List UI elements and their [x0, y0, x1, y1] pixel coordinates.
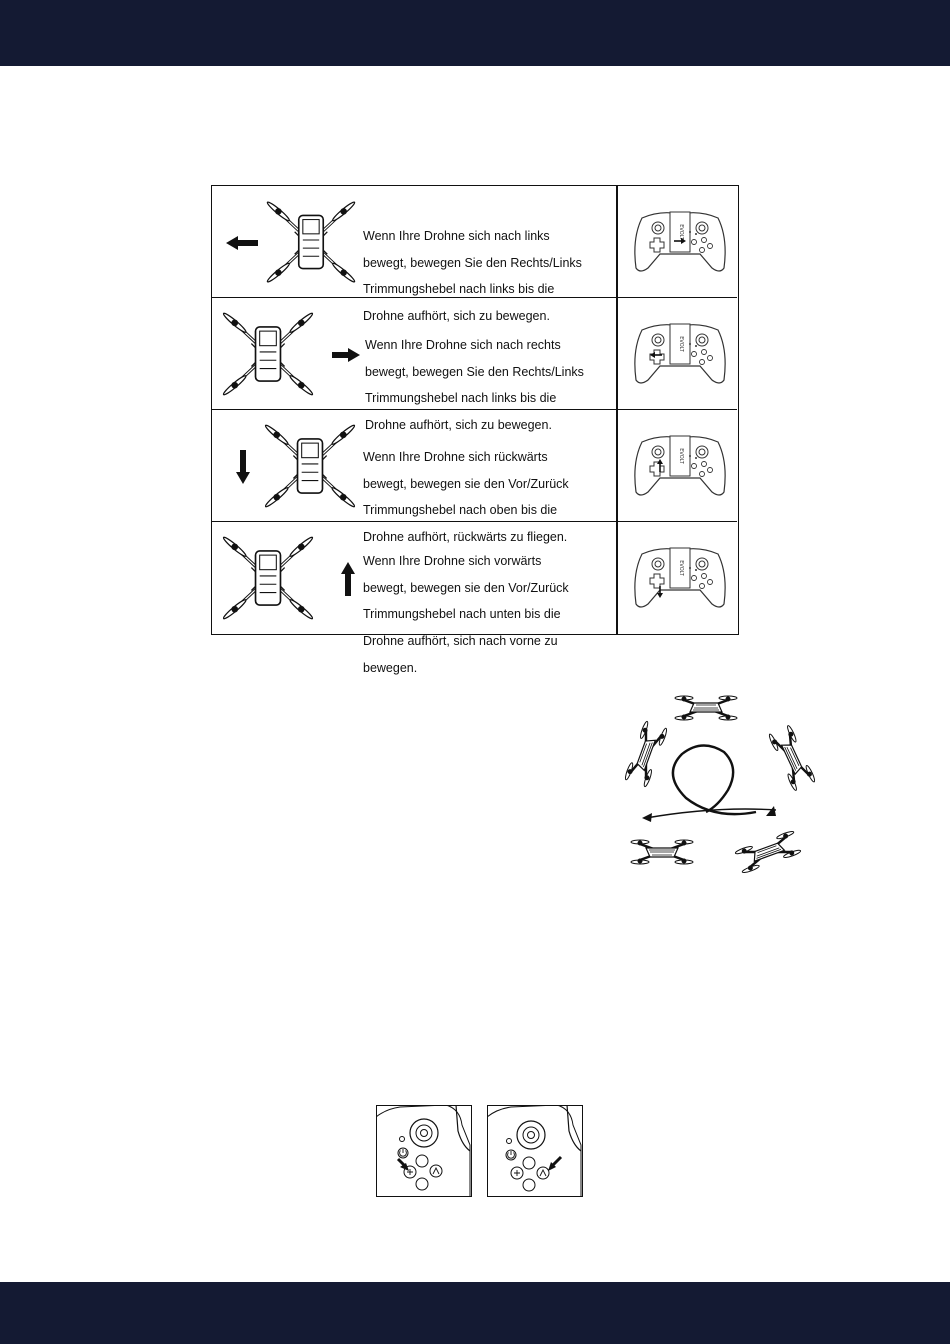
trim-row-left: [212, 186, 737, 324]
drone-topview-icon: [216, 526, 320, 630]
column-divider: [616, 298, 618, 409]
instruction-line: Drohne aufhört, sich nach vorne zu: [363, 634, 558, 649]
remote-controller-icon: [630, 432, 730, 500]
remote-controller-icon: [630, 544, 730, 612]
instruction-line: Drohne aufhört, rückwärts zu fliegen.: [363, 530, 568, 545]
header-band: [0, 0, 950, 66]
instruction-line: Wenn Ihre Drohne sich rückwärts: [363, 450, 548, 465]
instruction-line: bewegen.: [363, 660, 418, 675]
instruction-line: Wenn Ihre Drohne sich vorwärts: [363, 554, 542, 569]
instruction-line: Trimmungshebel nach links bis die: [363, 282, 555, 297]
controller-button-closeup: [487, 1105, 583, 1197]
instruction-line: Wenn Ihre Drohne sich nach links: [363, 229, 550, 244]
instruction-line: Trimmungshebel nach oben bis die: [363, 503, 558, 518]
trim-row-right: [212, 298, 737, 433]
arrow-up-icon: [341, 562, 355, 596]
arrow-right-icon: [332, 348, 360, 362]
instruction-line: bewegt, bewegen sie den Vor/Zurück: [363, 476, 569, 491]
stunt-flight-diagram: [606, 672, 832, 880]
trim-row-forward: [212, 522, 737, 675]
instruction-line: bewegt, bewegen sie den Vor/Zurück: [363, 580, 569, 595]
instruction-line: Drohne aufhört, sich zu bewegen.: [365, 418, 552, 433]
instruction-line: Trimmungshebel nach unten bis die: [363, 607, 561, 622]
instruction-line: Wenn Ihre Drohne sich nach rechts: [365, 338, 561, 353]
drone-topview-icon: [260, 190, 362, 294]
arrow-down-icon: [236, 450, 250, 484]
arrow-left-icon: [226, 236, 260, 250]
column-divider: [616, 186, 618, 297]
remote-controller-icon: [630, 208, 730, 276]
remote-controller-icon: [630, 320, 730, 388]
trim-row-backward: [212, 410, 737, 545]
column-divider: [616, 410, 618, 521]
column-divider: [616, 522, 618, 634]
controller-button-closeup: [376, 1105, 472, 1197]
instruction-line: Trimmungshebel nach links bis die: [365, 391, 557, 406]
drone-topview-icon: [216, 302, 320, 406]
instruction-line: Drohne aufhört, sich zu bewegen.: [363, 309, 550, 324]
drone-topview-icon: [258, 414, 362, 518]
instruction-line: bewegt, bewegen Sie den Rechts/Links: [365, 364, 584, 379]
footer-band: [0, 1282, 950, 1344]
instruction-line: bewegt, bewegen Sie den Rechts/Links: [363, 255, 582, 270]
trim-instruction-table: [211, 185, 739, 675]
